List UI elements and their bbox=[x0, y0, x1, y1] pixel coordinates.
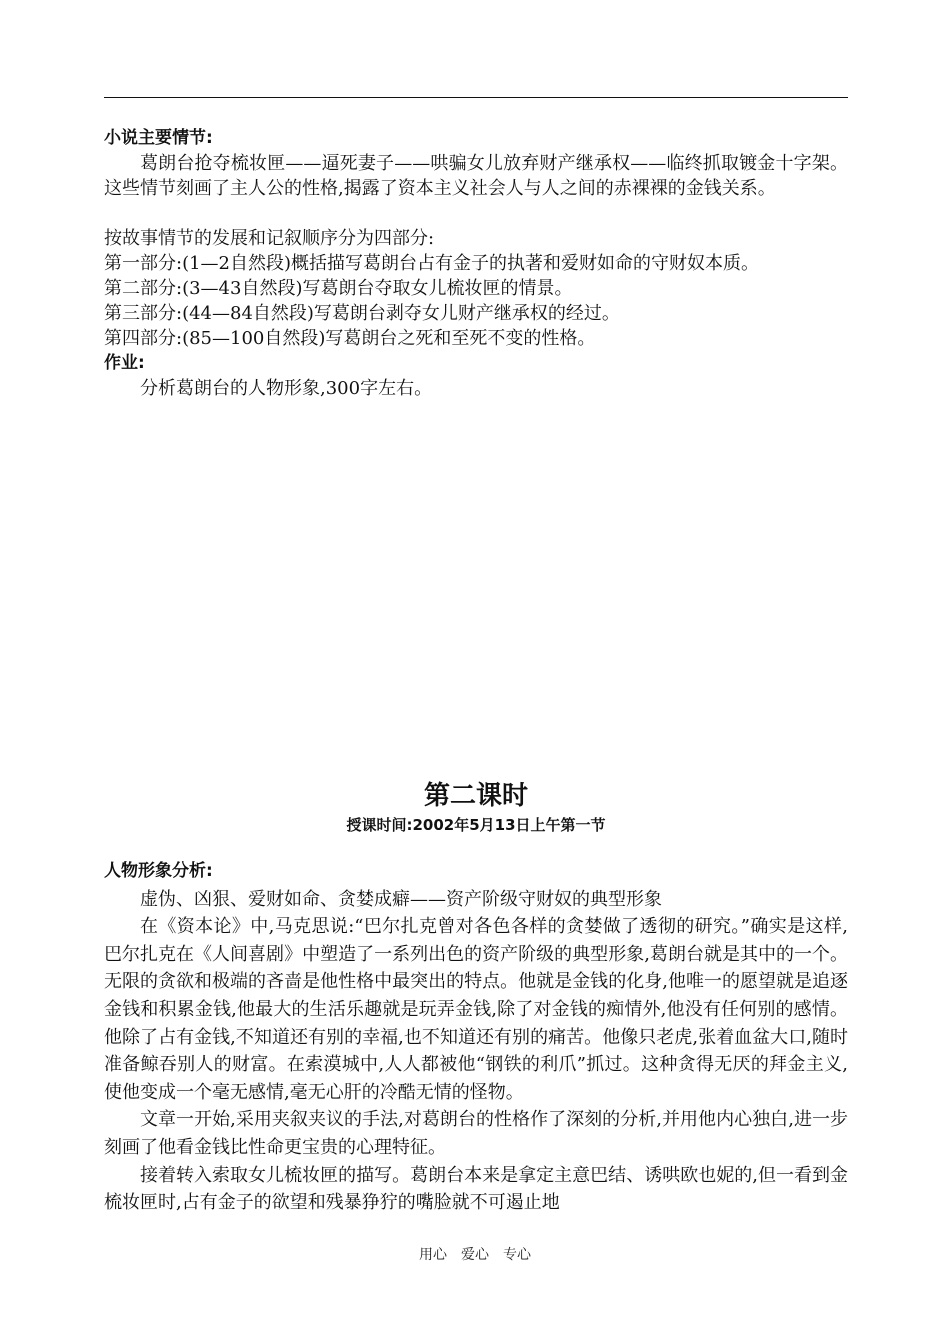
homework-text: 分析葛朗台的人物形象,300字左右。 bbox=[140, 378, 433, 399]
analysis-summary: 虚伪、凶狠、爱财如命、贪婪成癖——资产阶级守财奴的典型形象 bbox=[140, 888, 662, 910]
analysis-paragraph: 在《资本论》中,马克思说:“巴尔扎克曾对各色各样的贪婪做了透彻的研究。”确实是这样,巴尔扎克在《人间喜剧》中塑造了一系列出色的资产阶级的典型形象,葛朗台就是其中的一个。无限的贪欲和极端的吝啬是他性格中最突出的特点。他就是金钱的化身,他唯一的愿望就是追逐金钱和积累金钱,他最大的生活乐趣就是玩弄金钱,除了对金钱的痴情外,他没有任何别的感情。他除了占有金钱,不知道还有别的幸福,也不知道还有别的痛苦。他像只老虎,张着血盆大口,随时准备鲸吞别人的财富。在索漠城中,人人都被他“钢铁的利爪”抓过。这种贪得无厌的拜金主义,使他变成一个毫无感情,毫无心肝的冷酷无情的怪物。 bbox=[104, 916, 848, 1103]
analysis-paragraph: 接着转入索取女儿梳妆匣的描写。葛朗台本来是拿定主意巴结、诱哄欧也妮的,但一看到金梳妆匣时,占有金子的欲望和残暴狰狞的嘴脸就不可遏止地 bbox=[104, 1164, 848, 1214]
part-item: 第三部分:(44—84自然段)写葛朗台剥夺女儿财产继承权的经过。 bbox=[104, 303, 620, 324]
part-item: 第一部分:(1—2自然段)概括描写葛朗台占有金子的执著和爱财如命的守财奴本质。 bbox=[104, 253, 760, 274]
homework-heading: 作业: bbox=[104, 353, 145, 373]
blank-line bbox=[104, 201, 848, 226]
division-intro: 按故事情节的发展和记叙顺序分为四部分: bbox=[104, 228, 435, 249]
lesson-title: 第二课时 bbox=[423, 781, 528, 811]
page-footer: 用心 爱心 专心 bbox=[419, 1247, 531, 1263]
analysis-paragraph: 文章一开始,采用夹叙夹议的手法,对葛朗台的性格作了深刻的分析,并用他内心独白,进一步刻画了他看金钱比性命更宝贵的心理特征。 bbox=[104, 1109, 848, 1158]
plot-heading: 小说主要情节: bbox=[104, 128, 213, 148]
section-character-analysis bbox=[104, 858, 848, 1217]
section-plot bbox=[104, 126, 848, 401]
header-rule bbox=[104, 97, 848, 98]
lesson-header bbox=[104, 780, 848, 836]
part-item: 第二部分:(3—43自然段)写葛朗台夺取女儿梳妆匣的情景。 bbox=[104, 278, 573, 299]
part-item: 第四部分:(85—100自然段)写葛朗台之死和至死不变的性格。 bbox=[104, 328, 596, 349]
lesson-time: 授课时间:2002年5月13日上午第一节 bbox=[346, 816, 606, 834]
plot-paragraph: 葛朗台抢夺梳妆匣——逼死妻子——哄骗女儿放弃财产继承权——临终抓取镀金十字架。这些情节刻画了主人公的性格,揭露了资本主义社会人与人之间的赤裸裸的金钱关系。 bbox=[104, 153, 848, 199]
analysis-heading: 人物形象分析: bbox=[104, 861, 213, 881]
